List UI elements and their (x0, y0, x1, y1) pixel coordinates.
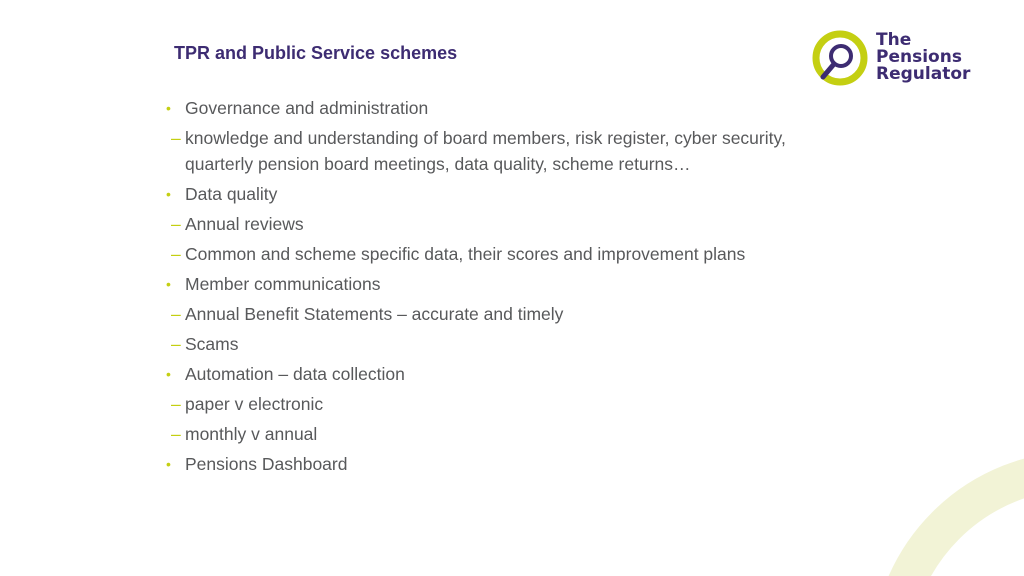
sub-bullet-item (147, 301, 825, 327)
sub-bullet-text: Common and scheme specific data, their scores and improvement plans (185, 244, 746, 264)
bullet-text: Member communications (185, 274, 381, 294)
sub-bullet-text: monthly v annual (185, 424, 318, 444)
dash-marker (171, 421, 181, 447)
sub-bullet-item (147, 421, 825, 447)
bullet-marker (166, 451, 171, 477)
bullet-marker (166, 271, 171, 297)
logo-line-1: The (876, 30, 912, 50)
dash-marker (171, 301, 181, 327)
dash-marker (171, 125, 181, 151)
bullet-list-container (166, 91, 846, 477)
bullet-marker (166, 95, 171, 121)
bullet-text: Governance and administration (185, 98, 429, 118)
sub-bullet-item (147, 241, 825, 267)
sub-bullet-text: Annual reviews (185, 214, 304, 234)
dash-marker (171, 241, 181, 267)
dash-marker (171, 331, 181, 357)
sub-bullet-text: Scams (185, 334, 239, 354)
bullet-text: Data quality (185, 184, 278, 204)
tpr-logo (810, 28, 980, 90)
slide-title: TPR and Public Service schemes (174, 43, 458, 63)
logo-wordmark (876, 32, 970, 83)
bullet-text: Automation – data collection (185, 364, 405, 384)
bullet-item (166, 95, 846, 121)
dash-marker (171, 391, 181, 417)
sub-bullet-text: Annual Benefit Statements – accurate and timely (185, 304, 564, 324)
sub-bullet-item (147, 331, 825, 357)
logo-line-3: Regulator (876, 64, 971, 84)
bullet-item (166, 271, 846, 297)
sub-bullet-item (147, 391, 825, 417)
sub-bullet-text: knowledge and understanding of board members, risk register, cyber security, quarterly pension board meetings, data quality, scheme returns… (185, 128, 786, 174)
bullet-marker (166, 361, 171, 387)
logo-line-2: Pensions (876, 47, 962, 67)
bullet-item (166, 181, 846, 207)
sub-bullet-text: paper v electronic (185, 394, 324, 414)
bullet-list (166, 95, 846, 477)
sub-bullet-item (147, 211, 825, 237)
bullet-item (166, 451, 846, 477)
bullet-marker (166, 181, 171, 207)
bullet-item (166, 361, 846, 387)
bullet-text: Pensions Dashboard (185, 454, 348, 474)
magnifier-icon (810, 28, 872, 90)
sub-bullet-item (147, 125, 825, 177)
dash-marker (171, 211, 181, 237)
